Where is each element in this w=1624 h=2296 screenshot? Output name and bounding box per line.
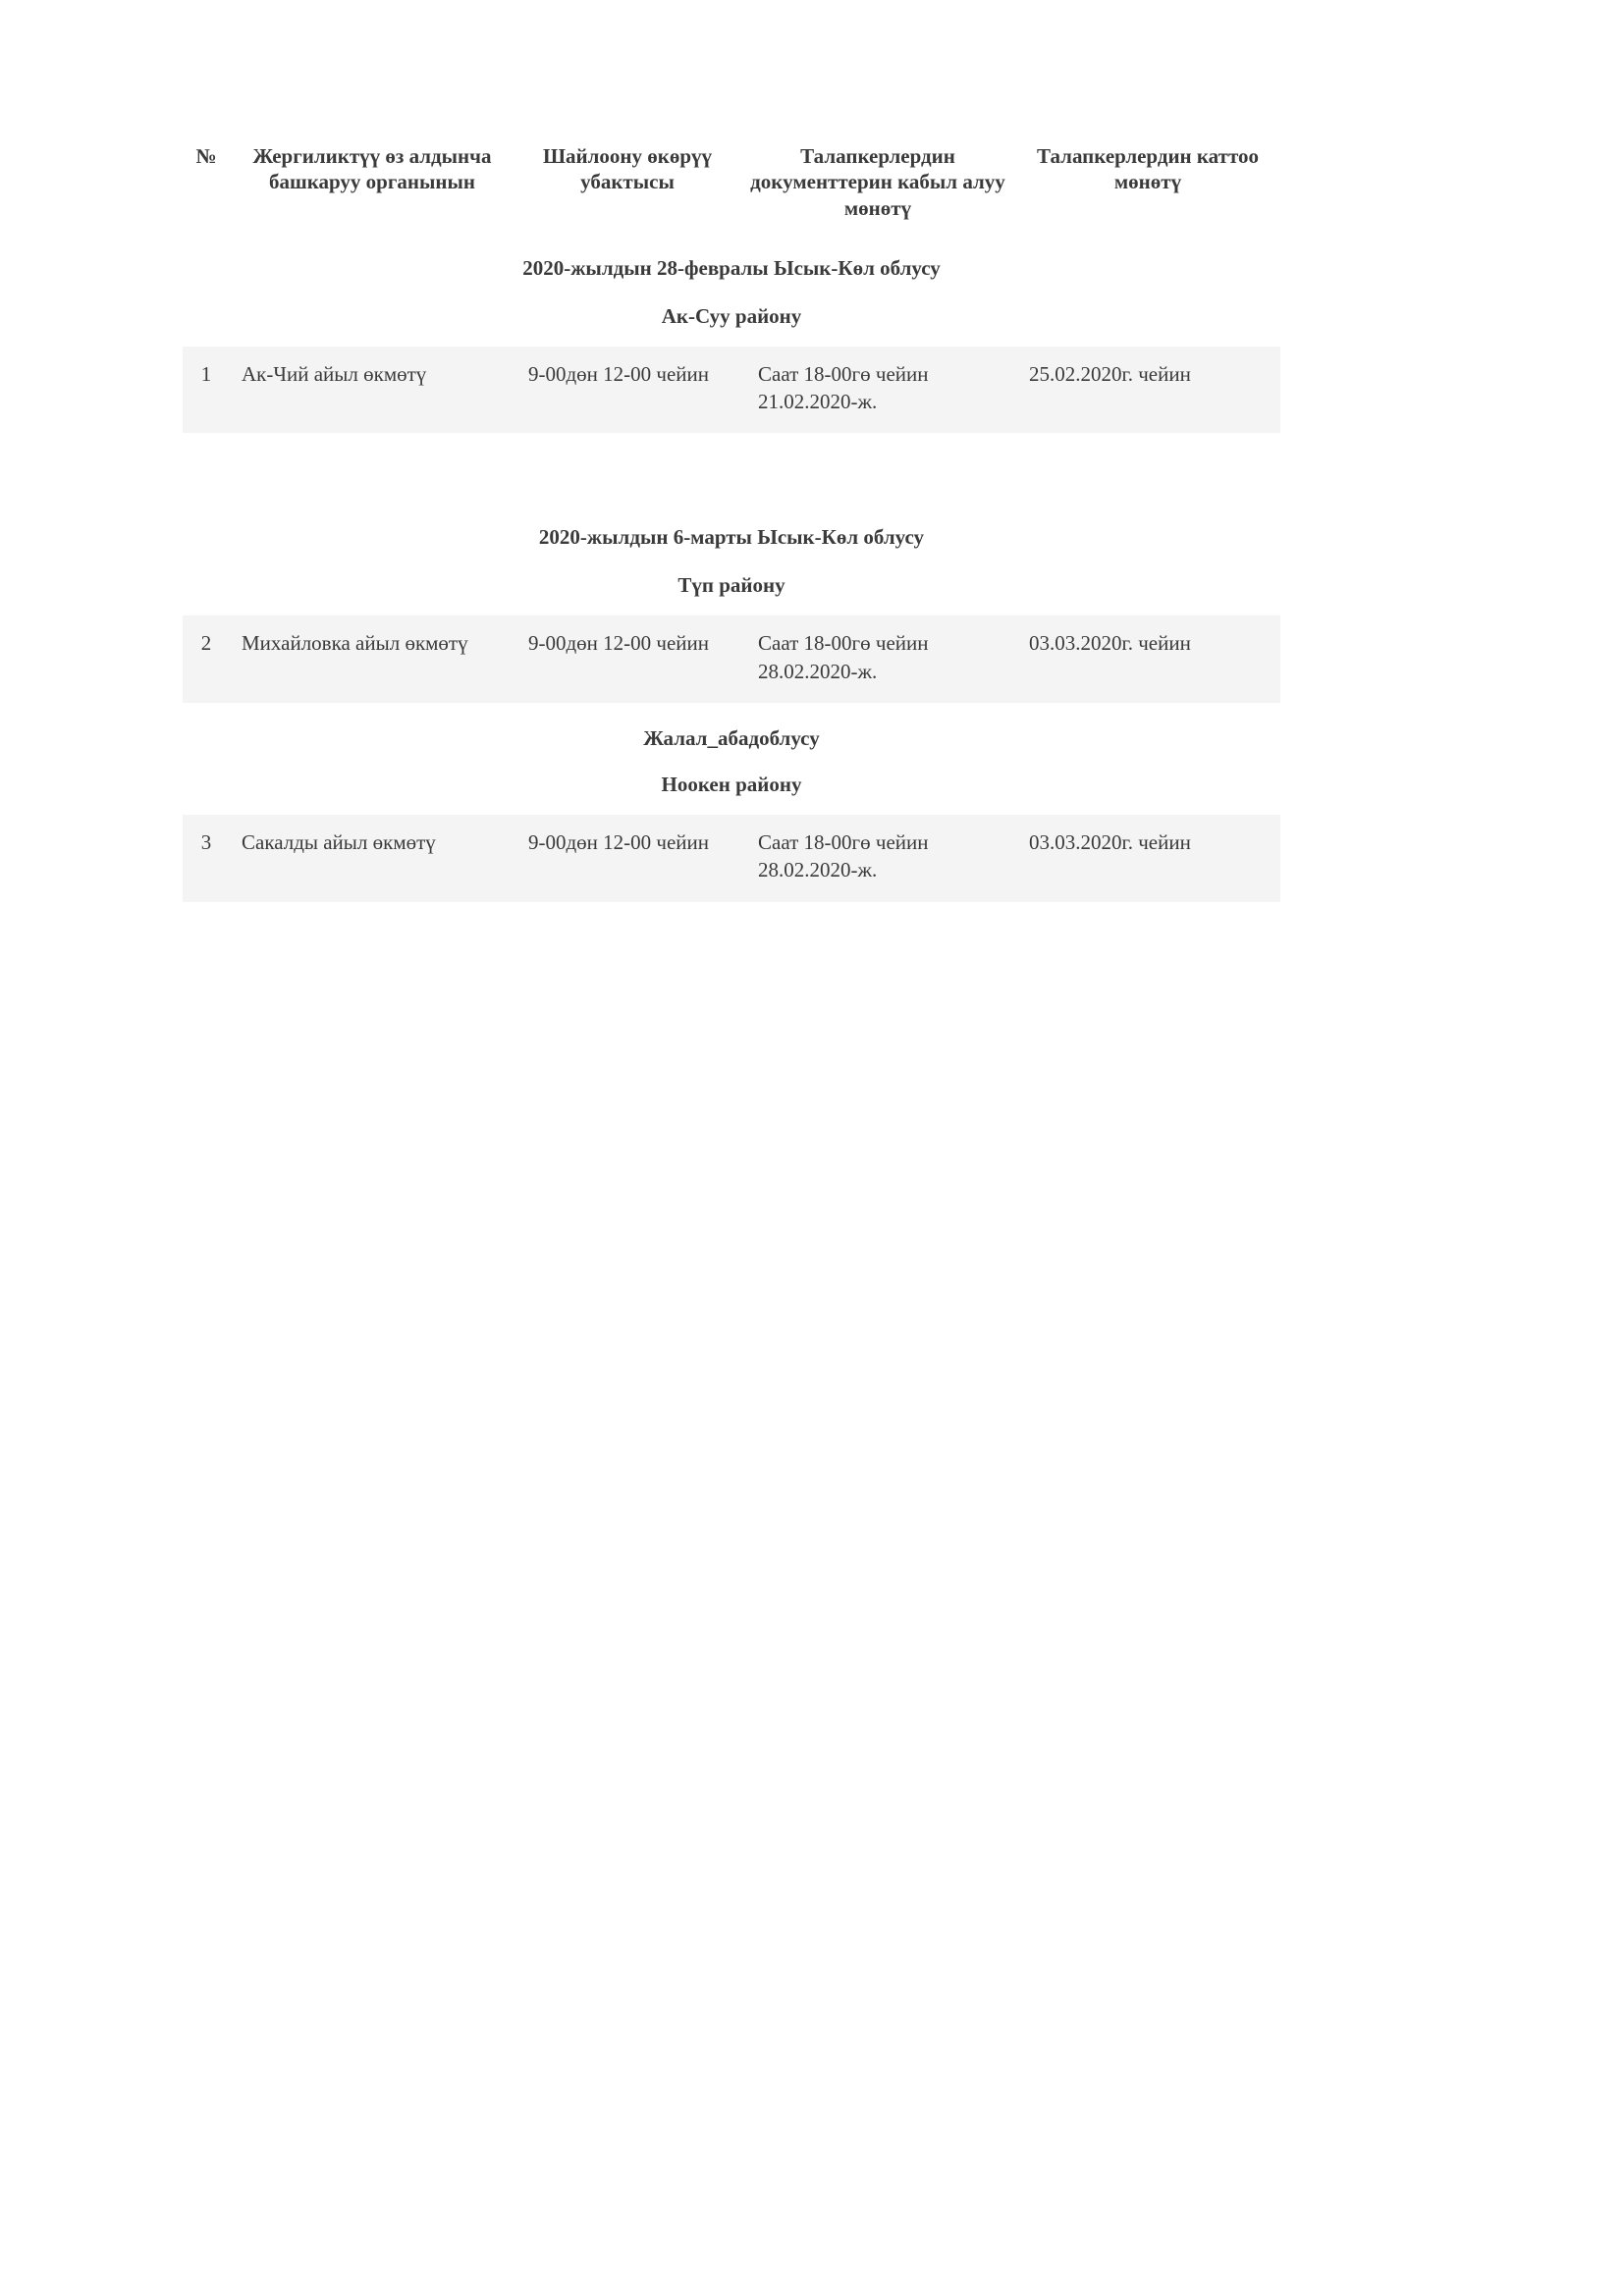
table-header [183, 137, 1280, 231]
table-row [183, 815, 1280, 902]
row-document-acceptance-period: Саат 18-00гө чейин 21.02.2020-ж. [758, 361, 929, 414]
section-spacer [183, 433, 1280, 466]
section-date-title: 2020-жылдын 28-февралы Ысык-Көл облусу [522, 255, 941, 280]
section-district-title: Түп району [677, 573, 785, 598]
section-date-heading [183, 713, 1280, 759]
table-row [183, 615, 1280, 703]
row-local-government-body: Сакалды айыл өкмөтү [242, 830, 436, 855]
section-date-heading [183, 466, 1280, 560]
section-district-title: Ноокен району [661, 773, 802, 797]
table-row [183, 347, 1280, 434]
elections-schedule-table [183, 137, 1280, 902]
section-district-title: Ак-Суу району [661, 303, 802, 328]
column-header-candidate-registration-period: Талапкерлердин каттоо мөнөтү [1037, 144, 1259, 194]
table-header-row [183, 137, 1280, 231]
row-candidate-registration-period: 25.02.2020г. чейин [1029, 361, 1191, 386]
section-spacer [183, 703, 1280, 713]
column-header-local-government-body: Жергиликтүү өз алдынча башкаруу органынын [252, 144, 492, 194]
row-election-time: 9-00дөн 12-00 чейин [528, 830, 710, 855]
row-document-acceptance-period: Саат 18-00гө чейин 28.02.2020-ж. [758, 631, 929, 683]
column-header-election-time: Шайлоону өкөрүү убактысы [542, 144, 713, 194]
column-header-number: № [195, 144, 217, 168]
row-election-time: 9-00дөн 12-00 чейин [528, 631, 710, 656]
section-date-title: Жалал_абадоблусу [643, 726, 820, 751]
row-document-acceptance-period: Саат 18-00гө чейин 28.02.2020-ж. [758, 830, 929, 882]
row-local-government-body: Ак-Чий айыл өкмөтү [242, 361, 427, 386]
table-body [183, 231, 1280, 902]
column-header-document-acceptance-period: Талапкерлердин документтерин кабыл алуу мөнөтү [750, 144, 1005, 220]
row-election-time: 9-00дөн 12-00 чейин [528, 361, 710, 386]
row-local-government-body: Михайловка айыл өкмөтү [242, 631, 468, 656]
section-date-heading [183, 231, 1280, 291]
row-number: 3 [200, 830, 212, 855]
row-candidate-registration-period: 03.03.2020г. чейин [1029, 830, 1191, 855]
row-number: 2 [200, 631, 212, 656]
section-district-heading [183, 759, 1280, 815]
section-district-heading [183, 291, 1280, 347]
row-number: 1 [200, 361, 212, 386]
section-district-heading [183, 560, 1280, 615]
section-date-title: 2020-жылдын 6-марты Ысык-Көл облусу [538, 525, 925, 550]
document-body [183, 137, 1280, 902]
row-candidate-registration-period: 03.03.2020г. чейин [1029, 631, 1191, 656]
